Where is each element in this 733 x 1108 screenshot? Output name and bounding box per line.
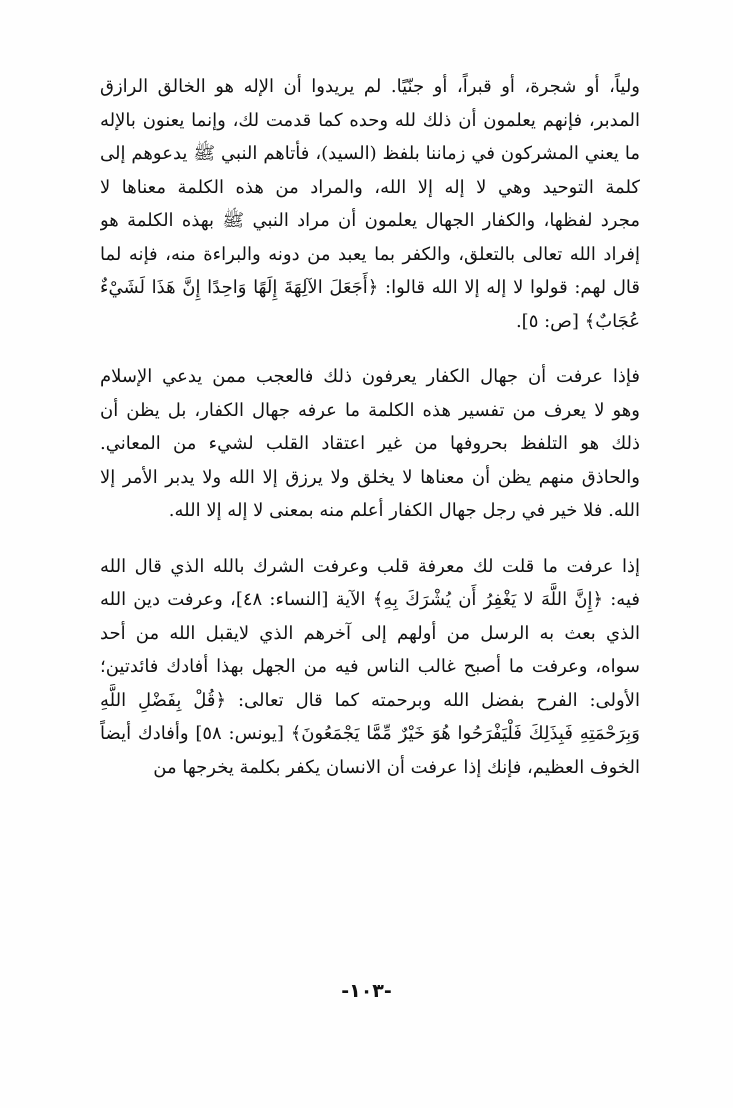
paragraph: [100, 70, 640, 338]
text-line: عُجَابٌ﴾ [ص: ٥].: [515, 310, 640, 332]
page-number: -١٠٣-: [341, 980, 392, 1002]
text-line: كلمة التوحيد وهي لا إله إلا الله، والمراد من هذه الكلمة معناها لا: [100, 176, 640, 198]
text-line: والحاذق منهم يظن أن معناها لا يخلق ولا يرزق إلا الله ولا يدبر الأمر إلا: [100, 466, 640, 488]
page-body-text: [100, 70, 640, 806]
paragraph: [100, 360, 640, 528]
text-line: وهو لا يعرف من تفسير هذه الكلمة ما عرفه جهال الكفار، بل يظن أن: [100, 399, 640, 421]
text-line: الأولى: الفرح بفضل الله وبرحمته كما قال تعالى: ﴿قُلْ بِفَضْلِ اللَّهِ: [100, 689, 640, 711]
text-line: ولياً، أو شجرة، أو قبراً، أو جنّيًا. لم يريدوا أن الإله هو الخالق الرازق: [100, 76, 640, 97]
text-line: فإذا عرفت أن جهال الكفار يعرفون ذلك فالعجب ممن يدعي الإسلام: [100, 366, 640, 387]
text-line: المدبر، فإنهم يعلمون أن ذلك لله وحده كما قدمت لك، وإنما يعنون بالإله: [100, 109, 640, 131]
text-line: فيه: ﴿إِنَّ اللَّهَ لا يَغْفِرُ أَن يُشْرَكَ بِهِ﴾ الآية [النساء: ٤٨]، وعرفت دين الله: [100, 589, 640, 610]
text-line: الذي بعث به الرسل من أولهم إلى آخرهم الذي لايقبل الله من أحد: [100, 622, 640, 644]
text-line: إفراد الله تعالى بالتعلق، والكفر بما يعبد من دونه والبراءة منه، فإنه لما: [100, 243, 640, 265]
text-line: وَبِرَحْمَتِهِ فَبِذَلِكَ فَلْيَفْرَحُوا هُوَ خَيْرٌ مِّمَّا يَجْمَعُونَ﴾ [يونس: ٥٨] وأفادك أيضاً: [100, 723, 640, 744]
text-line: إذا عرفت ما قلت لك معرفة قلب وعرفت الشرك بالله الذي قال الله: [100, 555, 640, 577]
text-line: قال لهم: قولوا لا إله إلا الله قالوا: ﴿أَجَعَلَ الآلِهَةَ إِلَهًا وَاحِدًا إِنَّ هَذَا لَشَيْءٌ: [100, 277, 640, 298]
paragraph: [100, 550, 640, 785]
text-line: الخوف العظيم، فإنك إذا عرفت أن الانسان يكفر بكلمة يخرجها من: [153, 756, 640, 778]
text-line: مجرد لفظها، والكفار الجهال يعلمون أن مراد النبي ﷺ بهذه الكلمة هو: [100, 210, 640, 231]
text-line: ذلك هو التلفظ بحروفها من غير اعتقاد القلب لشيء من المعاني.: [100, 433, 640, 454]
text-line: سواه، وعرفت ما أصبح غالب الناس فيه من الجهل بهذا أفادك فائدتين؛: [100, 656, 640, 677]
text-line: ما يعني المشركون في زماننا بلفظ (السيد)، فأتاهم النبي ﷺ يدعوهم إلى: [100, 143, 640, 164]
text-line: الله. فلا خير في رجل جهال الكفار أعلم منه بمعنى لا إله إلا الله.: [168, 500, 640, 521]
